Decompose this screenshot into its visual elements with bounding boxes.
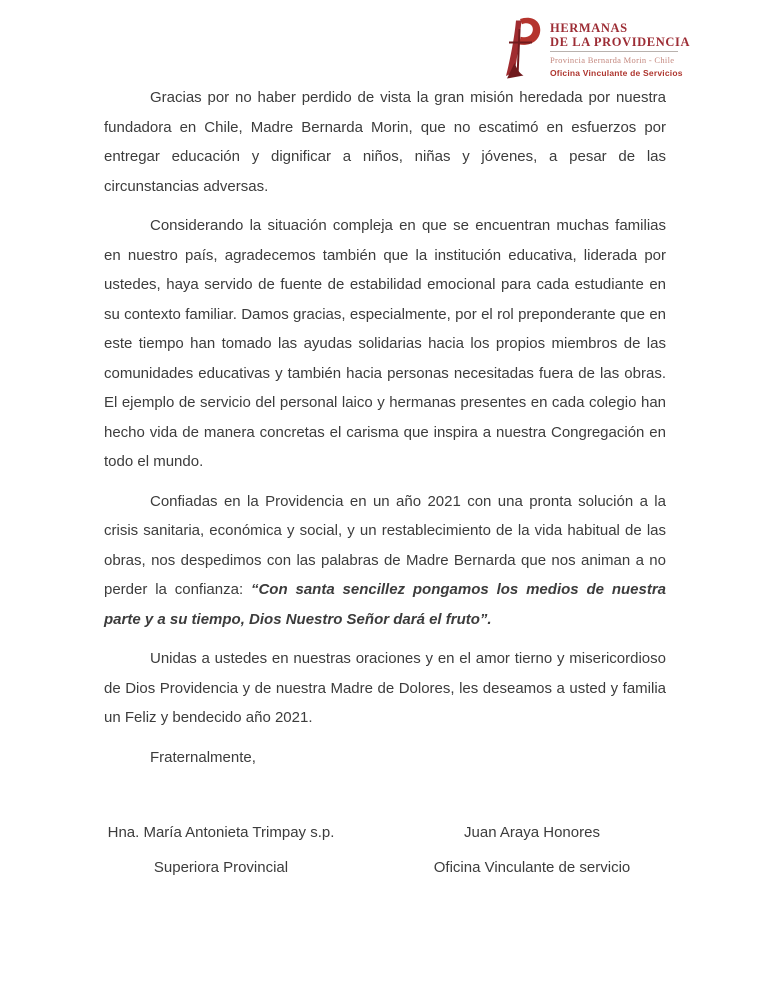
paragraph-gratitude: Gracias por no haber perdido de vista la gran misión heredada por nuestra fundadora en Chile, Madre Bernarda Morin, que no escatimó en esfuerzos por entregar educación y dignificar a niños, niñas y jóvenes, a pesar de las circunstancias adversas. [104,89,666,195]
paragraph-confidence [104,487,666,635]
letter-body [104,83,666,782]
paragraph-farewell: Unidas a ustedes en nuestras oraciones y en el amor tierno y misericordioso de Dios Providencia y de nuestra Madre de Dolores, les deseamos a usted y familia un Feliz y bendecido año 2021. [104,650,666,726]
paragraph-families-context: Considerando la situación compleja en que se encuentran muchas familias en nuestro país, agradecemos también que la institución educativa, liderada por ustedes, haya servido de fuente de estabilidad emocional para cada estudiante en su contexto familiar. Damos gracias, especialmente, por el rol preponderante que en este tiempo han tomado las ayudas solidarias hacia los propios miembros de las comunidades educativas y también hacia personas necesitadas fuera de las obras. El ejemplo de servicio del personal laico y hermanas presentes en cada colegio han hecho vida de manera concretas el carisma que inspira a nuestra Congregación en todo el mundo. [104,217,666,470]
letterhead [504,17,691,80]
providencia-p-cross-icon [504,17,542,80]
madre-bernarda-quote: “Con santa sencillez pongamos los medios de nuestra parte y a su tiempo, Dios Nuestro Señor dará el fruto”. [104,581,666,628]
logo-name-line2: DE LA PROVIDENCIA [550,35,691,49]
paragraph-confidence-intro: Confiadas en la Providencia en un año 2021 con una pronta solución a la crisis sanitaria, económica y social, y un restablecimiento de la vida habitual de las obras, nos despedimos con las palabras de Madre Bernarda que nos animan a no perder la confianza: [104,492,666,598]
signature-left [104,815,338,885]
congregation-logo-text [550,21,691,79]
signer-title-right: Oficina Vinculante de servicio [433,859,631,876]
logo-office-line: Oficina Vinculante de Servicios [550,68,683,78]
logo-name-line1: HERMANAS [550,21,628,35]
signer-title-left: Superiora Provincial [153,859,289,876]
closing-salutation: Fraternalmente, [150,748,256,766]
signer-name-left: Hna. María Antonieta Trimpay s.p. [107,824,335,841]
logo-divider-line [550,51,678,52]
signature-right [424,815,640,885]
signer-name-right: Juan Araya Honores [464,824,600,841]
logo-province-line: Provincia Bernarda Morin - Chile [550,55,675,65]
